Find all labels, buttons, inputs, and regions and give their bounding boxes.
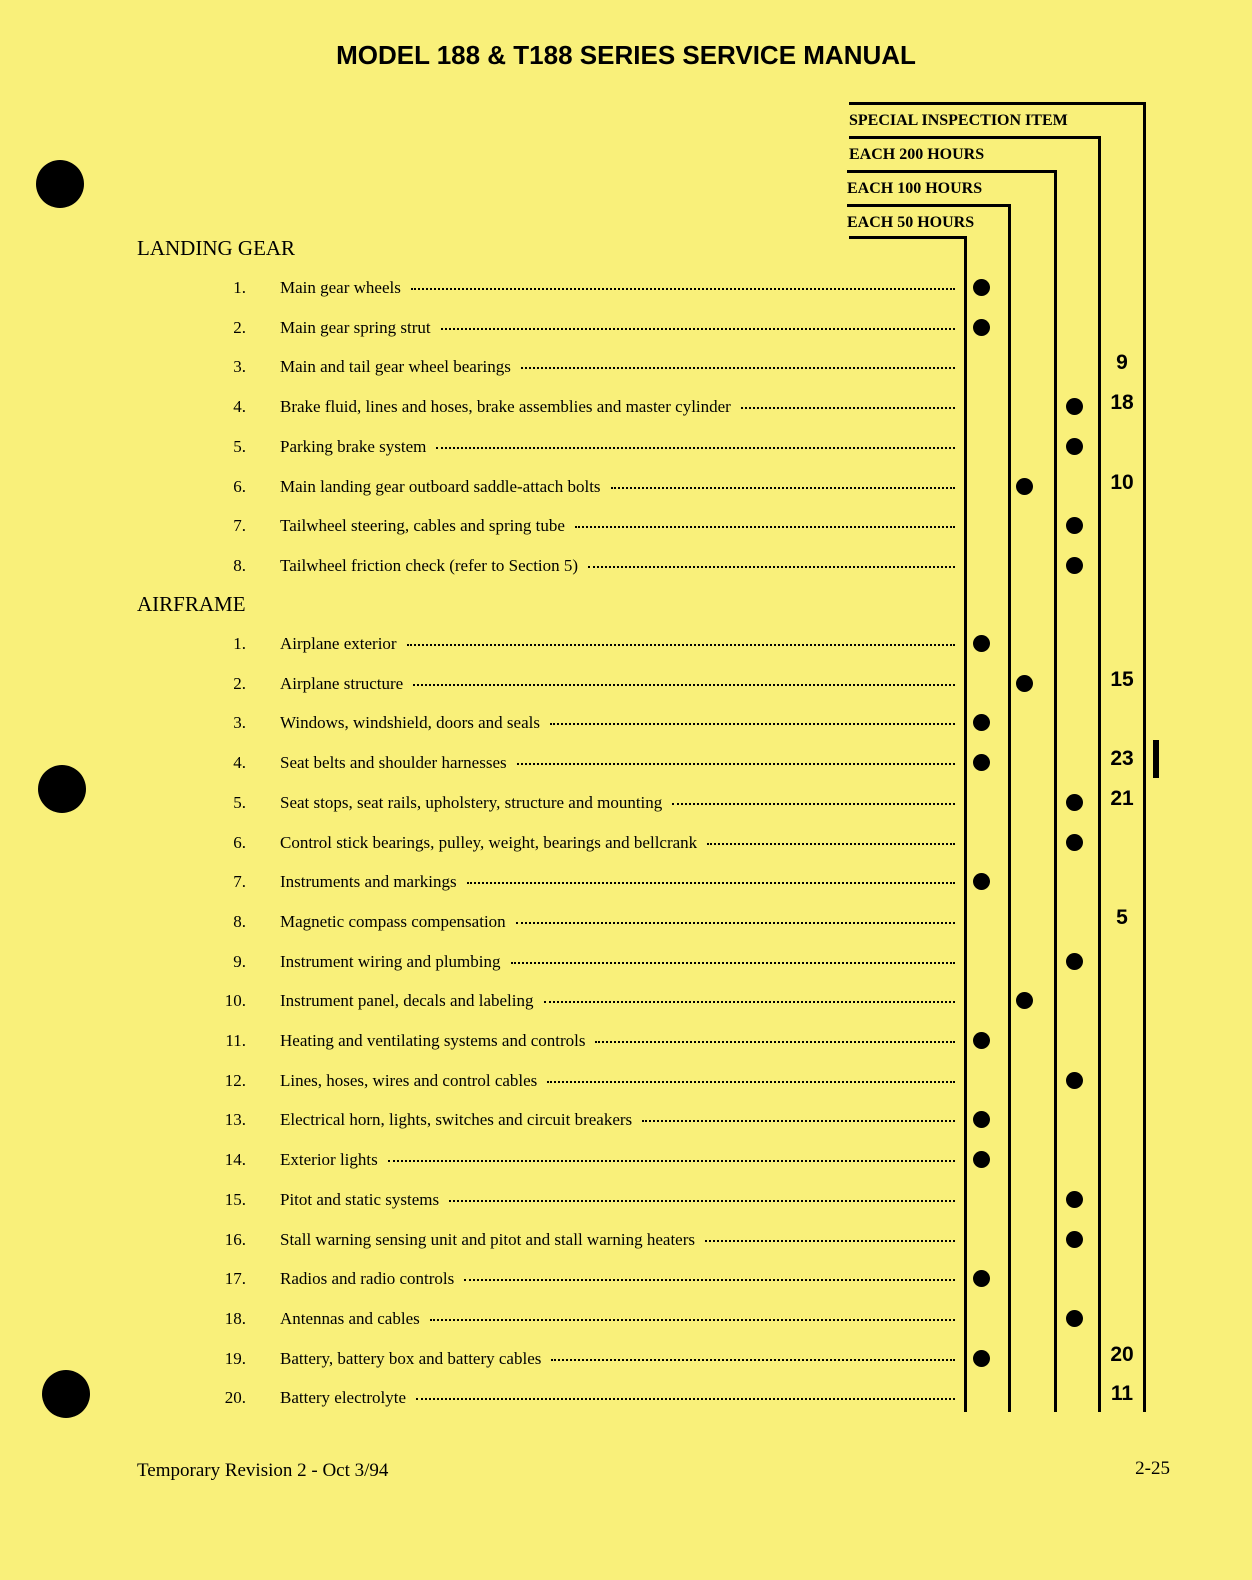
item-text: Exterior lights bbox=[280, 1150, 378, 1170]
item-number: 6. bbox=[233, 476, 246, 496]
item-text: Main and tail gear wheel bearings bbox=[280, 357, 511, 377]
inspection-item-row bbox=[210, 475, 955, 499]
dot-leader bbox=[575, 526, 955, 528]
inspection-item-row bbox=[210, 672, 955, 696]
item-text: Heating and ventilating systems and controls bbox=[280, 1031, 586, 1050]
dot-leader bbox=[411, 288, 955, 290]
item-text: Antennas and cables bbox=[280, 1308, 420, 1328]
item-text: Stall warning sensing unit and pitot and stall warning heaters bbox=[280, 1229, 696, 1249]
item-number: 19. bbox=[224, 1348, 246, 1368]
item-text: Windows, windshield, doors and seals bbox=[280, 713, 540, 733]
dot-leader bbox=[550, 723, 955, 725]
interval-dot-50 bbox=[973, 754, 990, 771]
dot-leader bbox=[517, 763, 955, 765]
special-inspection-ref: 23 bbox=[1110, 747, 1134, 771]
section-title: AIRFRAME bbox=[137, 592, 246, 616]
dot-leader bbox=[413, 684, 955, 686]
interval-dot-100 bbox=[1016, 992, 1033, 1009]
interval-dot-100 bbox=[1016, 478, 1033, 495]
bracket-special-top bbox=[849, 102, 1146, 105]
item-text-wrap bbox=[280, 516, 955, 536]
item-text-wrap bbox=[280, 634, 955, 654]
header-each-200-hours: EACH 200 HOURS bbox=[849, 146, 985, 163]
bracket-200-top bbox=[849, 136, 1101, 139]
inspection-item-row bbox=[210, 870, 955, 894]
footer-revision: Temporary Revision 2 - Oct 3/94 bbox=[137, 1460, 389, 1481]
inspection-item-row bbox=[210, 632, 955, 656]
item-text-wrap bbox=[280, 1388, 955, 1408]
item-number: 1. bbox=[233, 634, 246, 653]
interval-dot-50 bbox=[973, 1350, 990, 1367]
special-inspection-ref: 11 bbox=[1110, 1382, 1134, 1406]
item-number: 1. bbox=[233, 278, 246, 297]
dot-leader bbox=[388, 1160, 955, 1162]
inspection-item-row bbox=[210, 514, 955, 538]
item-text-wrap bbox=[280, 437, 955, 457]
item-text-wrap bbox=[280, 753, 955, 773]
bracket-100-top bbox=[847, 170, 1057, 173]
item-text-wrap bbox=[280, 952, 955, 972]
footer-page-number: 2-25 bbox=[1135, 1458, 1170, 1479]
interval-dot-200 bbox=[1066, 1310, 1083, 1327]
item-number: 4. bbox=[233, 397, 246, 417]
inspection-item-row bbox=[210, 1029, 955, 1053]
dot-leader bbox=[705, 1240, 955, 1242]
dot-leader bbox=[416, 1398, 955, 1400]
dot-leader bbox=[467, 882, 955, 884]
item-text-wrap bbox=[280, 278, 955, 298]
inspection-item-row bbox=[210, 1188, 955, 1212]
dot-leader bbox=[707, 843, 955, 845]
revision-change-bar bbox=[1153, 740, 1159, 778]
item-text: Parking brake system bbox=[280, 436, 427, 456]
dot-leader bbox=[449, 1200, 955, 1202]
column-line-100 bbox=[1054, 170, 1057, 1412]
item-text: Instrument panel, decals and labeling bbox=[280, 991, 534, 1011]
inspection-item-row bbox=[210, 751, 955, 775]
item-text: Main gear spring strut bbox=[280, 317, 431, 337]
item-text: Seat belts and shoulder harnesses bbox=[280, 753, 507, 773]
item-number: 8. bbox=[233, 555, 246, 575]
special-inspection-ref: 20 bbox=[1110, 1342, 1134, 1366]
item-number: 2. bbox=[233, 317, 246, 337]
inspection-item-row bbox=[210, 1307, 955, 1331]
item-number: 20. bbox=[224, 1388, 246, 1408]
item-number: 16. bbox=[224, 1229, 246, 1249]
item-number: 4. bbox=[233, 753, 246, 773]
item-text: Airplane structure bbox=[280, 673, 404, 693]
interval-dot-50 bbox=[973, 319, 990, 336]
section-title: LANDING GEAR bbox=[137, 236, 296, 260]
inspection-item-row bbox=[210, 989, 955, 1013]
header-each-100-hours: EACH 100 HOURS bbox=[847, 180, 983, 197]
item-text: Magnetic compass compensation bbox=[280, 911, 506, 931]
item-text: Control stick bearings, pulley, weight, bearings and bellcrank bbox=[280, 832, 698, 852]
item-number: 11. bbox=[225, 1031, 246, 1050]
interval-dot-50 bbox=[973, 1111, 990, 1128]
dot-leader bbox=[407, 644, 955, 646]
dot-leader bbox=[521, 367, 955, 369]
item-text-wrap bbox=[280, 793, 955, 813]
dot-leader bbox=[436, 447, 955, 449]
item-text: Instrument wiring and plumbing bbox=[280, 951, 501, 971]
item-text: Pitot and static systems bbox=[280, 1189, 440, 1209]
item-number: 3. bbox=[233, 357, 246, 377]
inspection-item-row bbox=[210, 831, 955, 855]
interval-dot-200 bbox=[1066, 834, 1083, 851]
item-number: 15. bbox=[224, 1189, 246, 1209]
special-inspection-ref: 15 bbox=[1110, 667, 1134, 691]
inspection-item-row bbox=[210, 791, 955, 815]
inspection-item-row bbox=[210, 1228, 955, 1252]
item-text: Tailwheel steering, cables and spring tube bbox=[280, 516, 565, 536]
inspection-item-row bbox=[210, 1148, 955, 1172]
inspection-item-row bbox=[210, 711, 955, 735]
item-text: Seat stops, seat rails, upholstery, structure and mounting bbox=[280, 792, 663, 812]
dot-leader bbox=[588, 566, 955, 568]
item-text: Main landing gear outboard saddle-attach bolts bbox=[280, 476, 601, 496]
item-text-wrap bbox=[280, 1150, 955, 1170]
item-text: Lines, hoses, wires and control cables bbox=[280, 1070, 538, 1090]
dot-leader bbox=[511, 962, 955, 964]
inspection-item-row bbox=[210, 316, 955, 340]
interval-dot-50 bbox=[973, 1151, 990, 1168]
item-text: Electrical horn, lights, switches and circuit breakers bbox=[280, 1110, 633, 1130]
special-inspection-ref: 18 bbox=[1110, 391, 1134, 415]
interval-dot-200 bbox=[1066, 557, 1083, 574]
dot-leader bbox=[642, 1120, 955, 1122]
item-text-wrap bbox=[280, 397, 955, 417]
special-inspection-ref: 10 bbox=[1110, 470, 1134, 494]
header-special-inspection: SPECIAL INSPECTION ITEM bbox=[849, 112, 1068, 129]
item-text-wrap bbox=[280, 912, 955, 932]
item-number: 5. bbox=[233, 792, 246, 812]
column-line-items bbox=[964, 236, 967, 1412]
item-number: 14. bbox=[224, 1150, 246, 1170]
dot-leader bbox=[464, 1279, 955, 1281]
item-text: Brake fluid, lines and hoses, brake assemblies and master cylinder bbox=[280, 397, 731, 417]
interval-dot-100 bbox=[1016, 675, 1033, 692]
inspection-item-row bbox=[210, 910, 955, 934]
bracket-50-top bbox=[847, 204, 1011, 207]
item-text-wrap bbox=[280, 357, 955, 377]
dot-leader bbox=[741, 407, 955, 409]
interval-dot-200 bbox=[1066, 953, 1083, 970]
binder-hole-top bbox=[36, 160, 84, 208]
dot-leader bbox=[611, 487, 955, 489]
dot-leader bbox=[551, 1359, 955, 1361]
item-number: 18. bbox=[224, 1308, 246, 1328]
page-title: MODEL 188 & T188 SERIES SERVICE MANUAL bbox=[336, 40, 916, 70]
item-text-wrap bbox=[280, 1230, 955, 1250]
item-text-wrap bbox=[280, 318, 955, 338]
interval-dot-200 bbox=[1066, 1191, 1083, 1208]
interval-dot-50 bbox=[973, 714, 990, 731]
inspection-item-row bbox=[210, 355, 955, 379]
inspection-item-row bbox=[210, 554, 955, 578]
interval-dot-50 bbox=[973, 1270, 990, 1287]
item-text-wrap bbox=[280, 674, 955, 694]
bracket-items-top bbox=[849, 236, 966, 239]
dot-leader bbox=[544, 1001, 956, 1003]
item-text-wrap bbox=[280, 477, 955, 497]
interval-dot-50 bbox=[973, 635, 990, 652]
inspection-item-row bbox=[210, 950, 955, 974]
dot-leader bbox=[441, 328, 955, 330]
item-text-wrap bbox=[280, 1349, 955, 1369]
item-number: 3. bbox=[233, 713, 246, 733]
item-number: 17. bbox=[224, 1269, 246, 1289]
inspection-item-row bbox=[210, 1069, 955, 1093]
item-text-wrap bbox=[280, 872, 955, 892]
dot-leader bbox=[516, 922, 955, 924]
item-text-wrap bbox=[280, 556, 955, 576]
item-number: 5. bbox=[233, 436, 246, 456]
item-number: 9. bbox=[233, 951, 246, 971]
dot-leader bbox=[547, 1081, 955, 1083]
column-line-special bbox=[1143, 102, 1146, 1412]
interval-dot-200 bbox=[1066, 1231, 1083, 1248]
interval-dot-200 bbox=[1066, 794, 1083, 811]
dot-leader bbox=[672, 803, 955, 805]
item-number: 10. bbox=[224, 991, 246, 1011]
inspection-item-row bbox=[210, 1267, 955, 1291]
item-number: 8. bbox=[233, 911, 246, 931]
item-text: Airplane exterior bbox=[280, 634, 397, 653]
item-number: 7. bbox=[233, 872, 246, 892]
inspection-item-row bbox=[210, 1386, 955, 1410]
inspection-item-row bbox=[210, 1347, 955, 1371]
item-text-wrap bbox=[280, 713, 955, 733]
item-text: Battery electrolyte bbox=[280, 1388, 407, 1408]
interval-dot-200 bbox=[1066, 517, 1083, 534]
binder-hole-bottom bbox=[42, 1370, 90, 1418]
item-text-wrap bbox=[280, 1190, 955, 1210]
special-inspection-ref: 21 bbox=[1110, 786, 1134, 810]
item-text-wrap bbox=[280, 1110, 955, 1130]
inspection-item-row bbox=[210, 435, 955, 459]
dot-leader bbox=[595, 1041, 955, 1043]
item-text: Radios and radio controls bbox=[280, 1269, 455, 1289]
item-text: Main gear wheels bbox=[280, 278, 401, 297]
special-inspection-ref: 5 bbox=[1116, 905, 1128, 929]
item-text-wrap bbox=[280, 1269, 955, 1289]
item-number: 6. bbox=[233, 832, 246, 852]
item-number: 2. bbox=[233, 673, 246, 693]
item-text-wrap bbox=[280, 1031, 955, 1051]
item-number: 13. bbox=[224, 1110, 246, 1130]
header-each-50-hours: EACH 50 HOURS bbox=[847, 214, 975, 231]
interval-dot-50 bbox=[973, 873, 990, 890]
item-text-wrap bbox=[280, 833, 955, 853]
item-text: Instruments and markings bbox=[280, 872, 457, 892]
inspection-item-row bbox=[210, 276, 955, 300]
item-text-wrap bbox=[280, 1309, 955, 1329]
special-inspection-ref: 9 bbox=[1116, 351, 1128, 375]
interval-dot-200 bbox=[1066, 438, 1083, 455]
binder-hole-middle bbox=[38, 765, 86, 813]
column-line-200 bbox=[1098, 136, 1101, 1412]
item-number: 7. bbox=[233, 516, 246, 536]
interval-dot-200 bbox=[1066, 1072, 1083, 1089]
dot-leader bbox=[430, 1319, 955, 1321]
interval-dot-200 bbox=[1066, 398, 1083, 415]
inspection-item-row bbox=[210, 395, 955, 419]
item-text-wrap bbox=[280, 991, 955, 1011]
item-number: 12. bbox=[224, 1070, 246, 1090]
interval-dot-50 bbox=[973, 279, 990, 296]
item-text: Battery, battery box and battery cables bbox=[280, 1348, 542, 1368]
inspection-item-row bbox=[210, 1108, 955, 1132]
item-text: Tailwheel friction check (refer to Section 5) bbox=[280, 555, 579, 575]
interval-dot-50 bbox=[973, 1032, 990, 1049]
column-line-50 bbox=[1008, 204, 1011, 1412]
item-text-wrap bbox=[280, 1071, 955, 1091]
